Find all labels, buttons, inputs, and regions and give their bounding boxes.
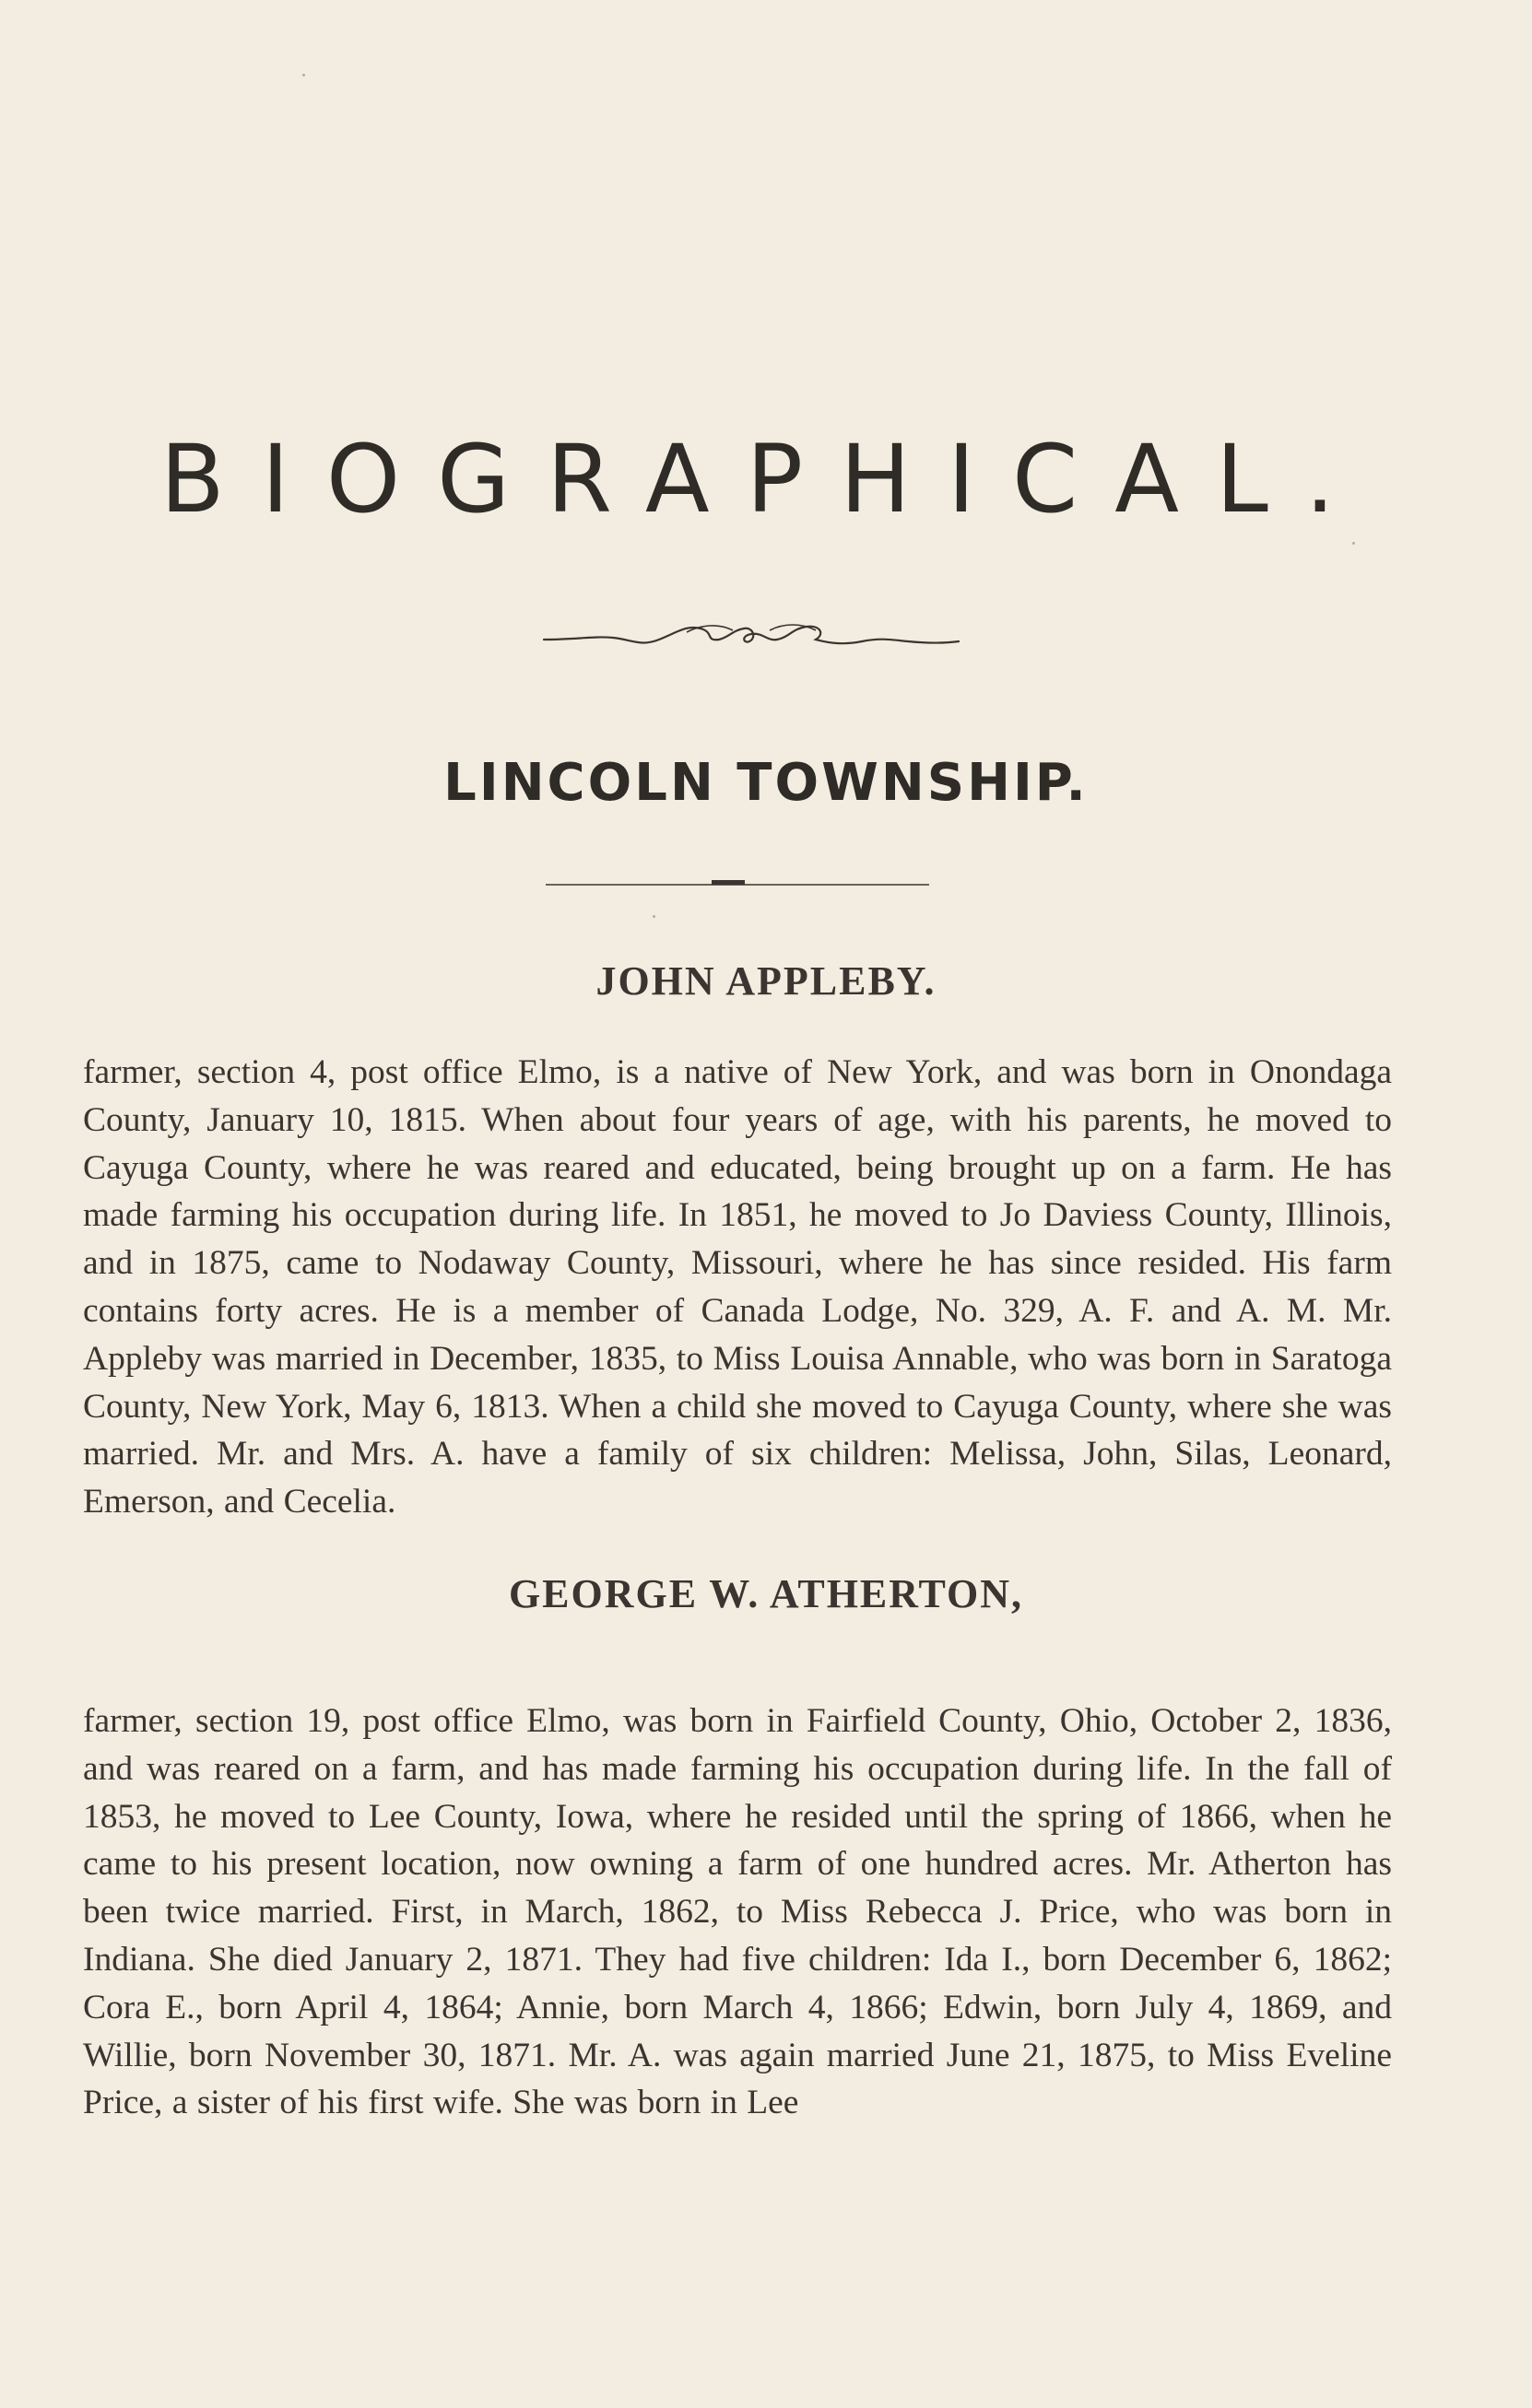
print-speck	[1352, 542, 1355, 545]
entry-text-appleby: farmer, section 4, post office Elmo, is a native of New York, and was born in Onondaga County, January 10, 1815. When about four years of age, with his parents, he moved to Cayuga County, where he was reared and educated, being brought up on a farm. He has made farming his occupation during life. In 1851, he moved to Jo Daviess County, Illinois, and in 1875, came to Nodaway County, Missouri, where he has since resided. His farm contains forty acres. He is a member of Canada Lodge, No. 329, A. F. and A. M. Mr. Appleby was married in December, 1835, to Miss Louisa Annable, who was born in Saratoga County, New York, May 6, 1813. When a child she moved to Cayuga County, where she was married. Mr. and Mrs. A. have a family of six children: Melissa, John, Silas, Leonard, Emerson, and Cecelia.	[83, 1053, 1392, 1521]
entry-name-appleby: JOHN APPLEBY.	[595, 958, 937, 1004]
entry-text-atherton: farmer, section 19, post office Elmo, was born in Fairfield County, Ohio, October 2, 1836, and was reared on a farm, and has made farming his occupation during life. In the fall of 1853, he moved to Lee County, Iowa, where he resided until the spring of 1866, when he came to his present location, now owning a farm of one hundred acres. Mr. Atherton has been twice married. First, in March, 1862, to Miss Rebecca J. Price, who was born in Indiana. She died January 2, 1871. They had five children: Ida I., born December 6, 1862; Cora E., born April 4, 1864; Annie, born March 4, 1866; Edwin, born July 4, 1869, and Willie, born November 30, 1871. Mr. A. was again married June 21, 1875, to Miss Eveline Price, a sister of his first wife. She was born in Lee	[83, 1702, 1392, 2122]
flourish-ornament	[539, 619, 963, 656]
print-speck	[653, 915, 655, 918]
entry-name-atherton: GEORGE W. ATHERTON,	[508, 1571, 1024, 1616]
township-title: LINCOLN TOWNSHIP.	[443, 753, 1089, 813]
rule-ornament	[544, 875, 931, 888]
print-speck	[302, 74, 305, 76]
page-heading: BIOGRAPHICAL.	[159, 425, 1373, 534]
